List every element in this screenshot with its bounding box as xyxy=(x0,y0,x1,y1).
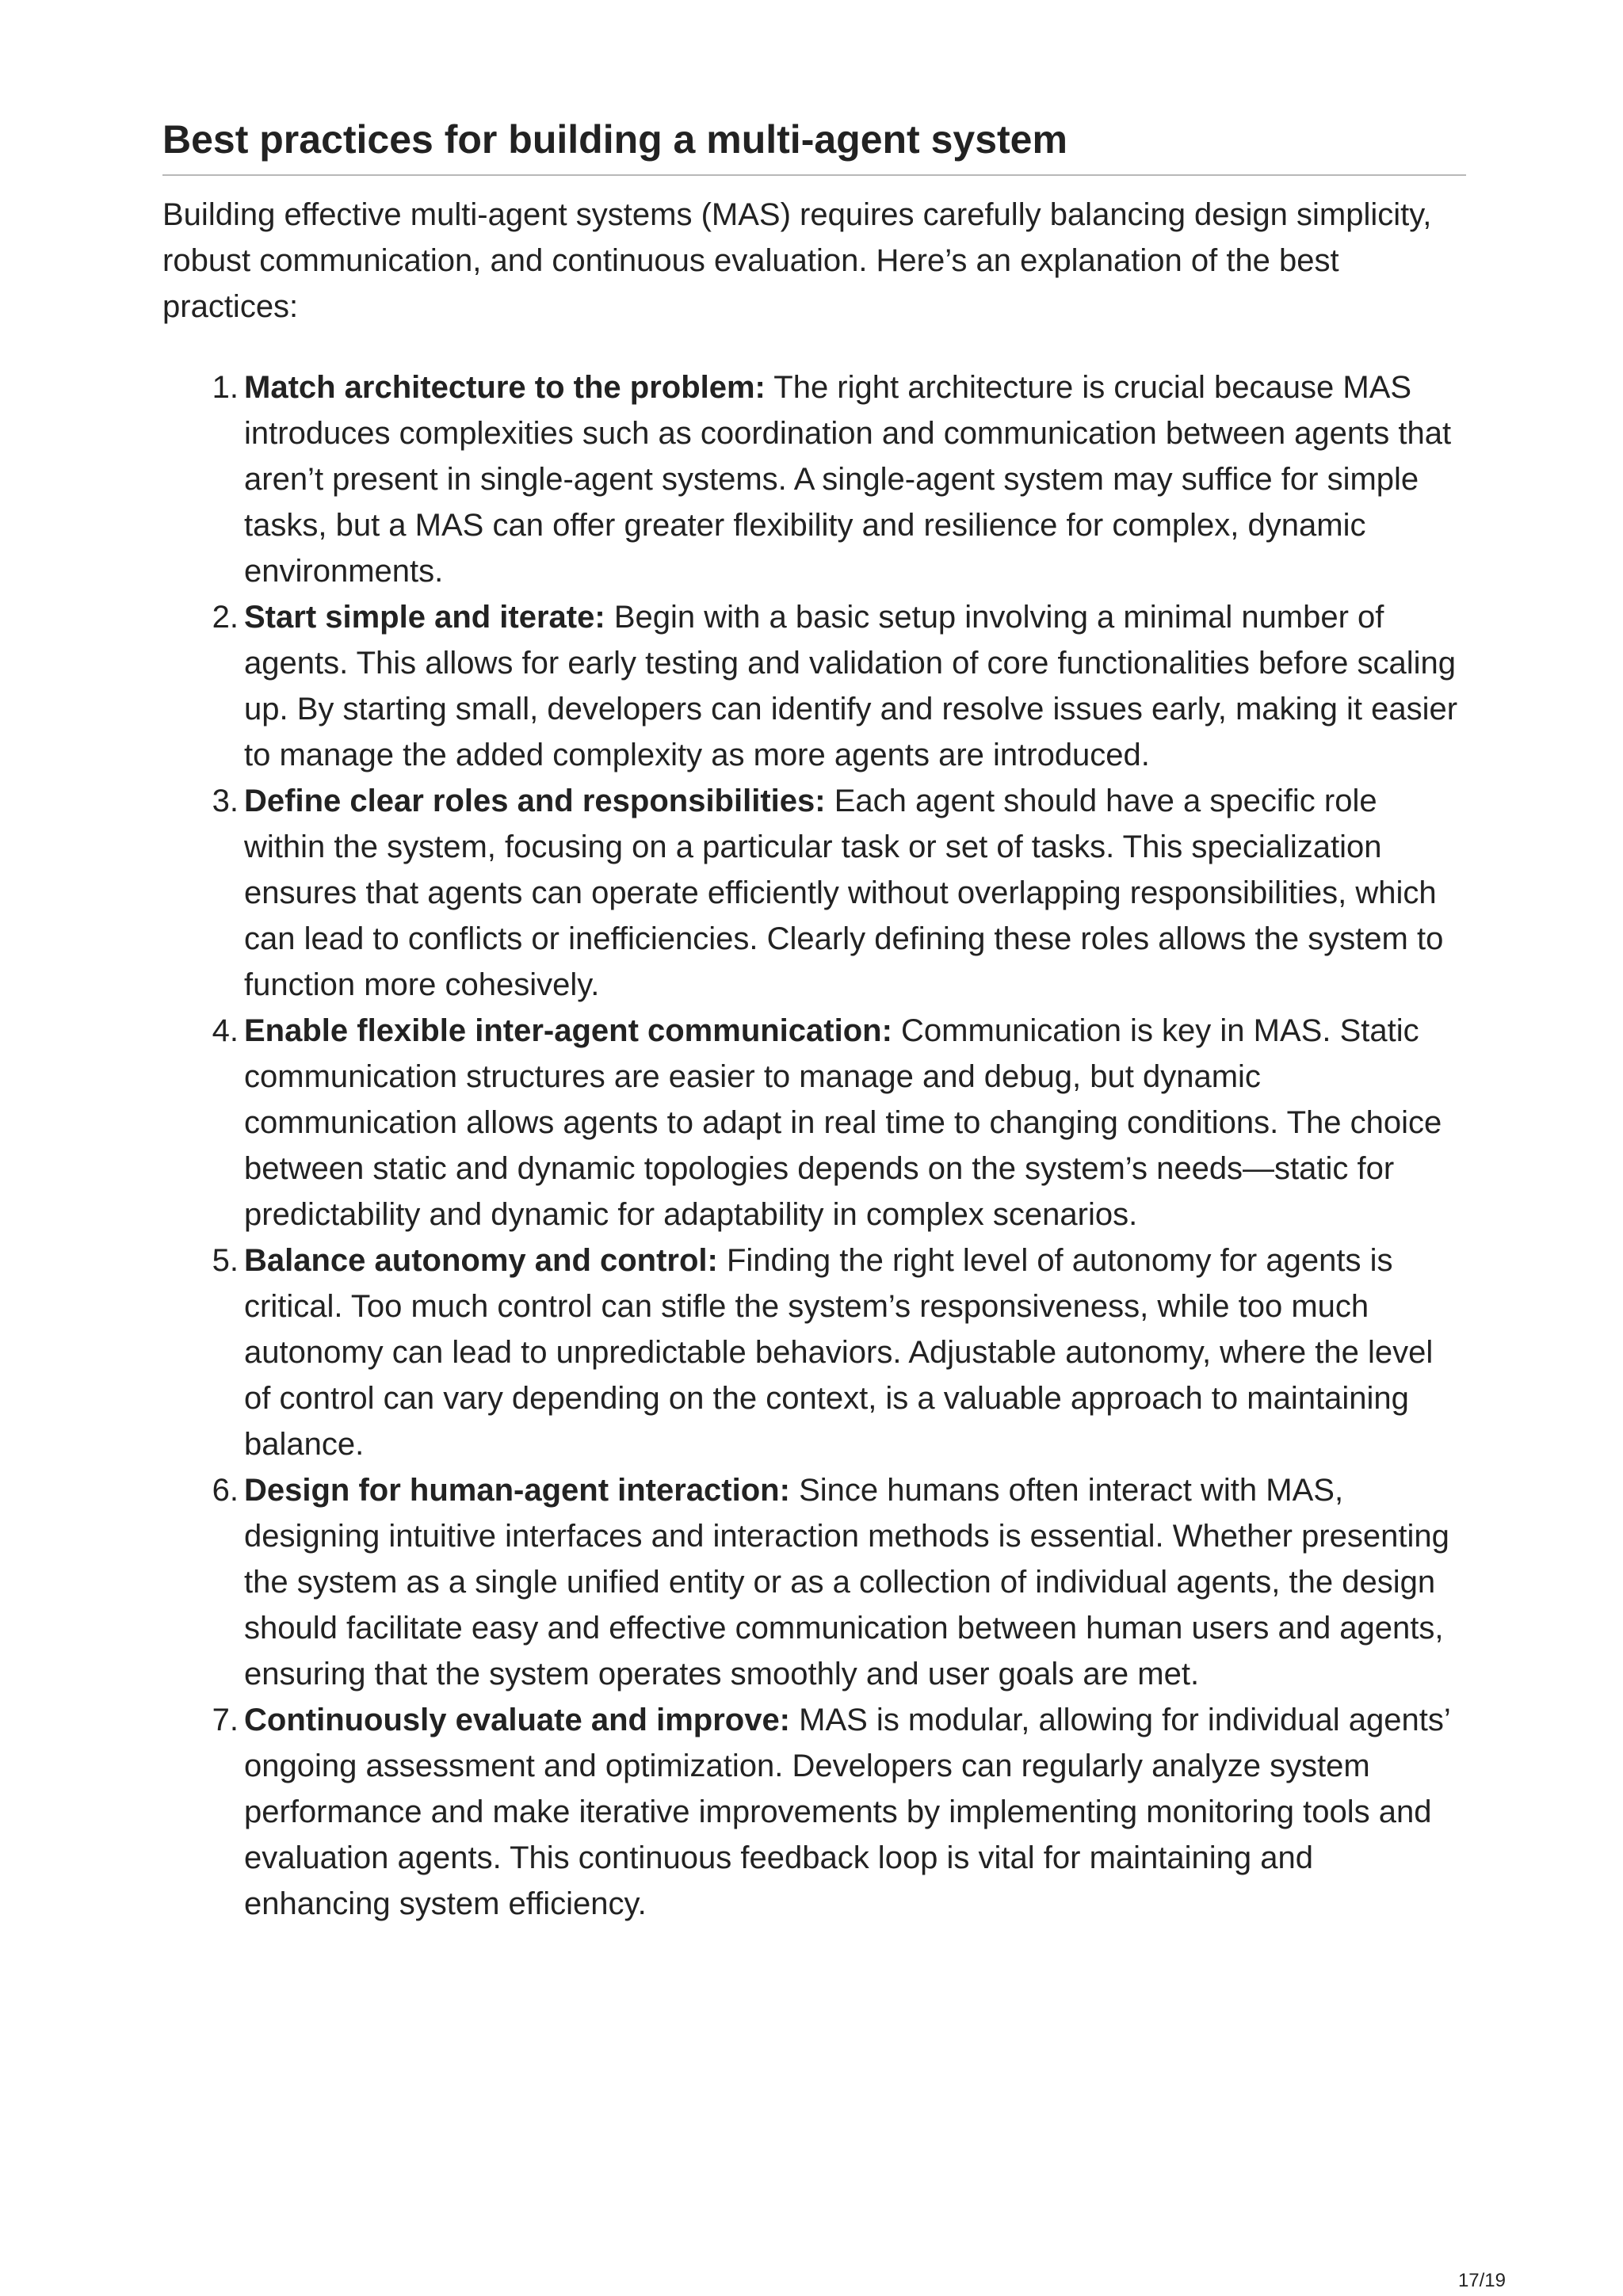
practice-number: 2. xyxy=(212,600,239,635)
section-title: Best practices for building a multi-agent system xyxy=(162,111,1466,176)
practice-term: Continuously evaluate and improve: xyxy=(244,1703,791,1737)
practice-description: Finding the right level of autonomy for agents is critical. Too much control can stifle the system’s responsiveness, while too much autonomy can lead to unpredictable behaviors. Adjustable autonomy, where the level of control can vary depending on the context, is a valuable approach to maintaining balance. xyxy=(244,1243,1434,1462)
best-practices-list xyxy=(162,364,1466,1927)
practice-description: Since humans often interact with MAS, designing intuitive interfaces and interaction methods is essential. Whether presenting the system as a single unified entity or as a collection of individual agents, the design should facilitate easy and effective communication between human users and agents, ensuring that the system operates smoothly and user goals are met. xyxy=(244,1473,1449,1691)
practice-term: Match architecture to the problem: xyxy=(244,370,766,405)
practice-term: Balance autonomy and control: xyxy=(244,1243,718,1278)
article-section xyxy=(162,111,1466,1927)
practice-item-6 xyxy=(212,1467,1466,1697)
practice-number: 7. xyxy=(212,1703,239,1737)
practice-term: Define clear roles and responsibilities: xyxy=(244,784,826,818)
practice-number: 4. xyxy=(212,1013,239,1048)
practice-item-5 xyxy=(212,1238,1466,1467)
practice-item-4 xyxy=(212,1008,1466,1238)
practice-number: 6. xyxy=(212,1473,239,1508)
practice-description: MAS is modular, allowing for individual agents’ ongoing assessment and optimization. Developers can regularly analyze system performance and make iterative improvements by implementing monitoring tools and evaluation agents. This continuous feedback loop is vital for maintaining and enhancing system efficiency. xyxy=(244,1703,1450,1921)
practice-item-7 xyxy=(212,1697,1466,1927)
practice-term: Enable flexible inter-agent communication: xyxy=(244,1013,892,1048)
practice-item-3 xyxy=(212,778,1466,1008)
practice-term: Start simple and iterate: xyxy=(244,600,605,635)
practice-number: 5. xyxy=(212,1243,239,1278)
practice-number: 3. xyxy=(212,784,239,818)
practice-description: Begin with a basic setup involving a minimal number of agents. This allows for early testing and validation of core functionalities before scaling up. By starting small, developers can identify and resolve issues early, making it easier to manage the added complexity as more agents are introduced. xyxy=(244,600,1458,772)
practice-number: 1. xyxy=(212,370,239,405)
practice-description: Communication is key in MAS. Static communication structures are easier to manage and debug, but dynamic communication allows agents to adapt in real time to changing conditions. The choice between static and dynamic topologies depends on the system’s needs—static for predictability and dynamic for adaptability in complex scenarios. xyxy=(244,1013,1442,1232)
page-number: 17/19 xyxy=(1457,2270,1506,2291)
practice-term: Design for human-agent interaction: xyxy=(244,1473,790,1508)
practice-item-2 xyxy=(212,594,1466,778)
practice-description: The right architecture is crucial because MAS introduces complexities such as coordination and communication between agents that aren’t present in single-agent systems. A single-agent system may suffice for simple tasks, but a MAS can offer greater flexibility and resilience for complex, dynamic environments. xyxy=(244,370,1452,589)
practice-description: Each agent should have a specific role within the system, focusing on a particular task or set of tasks. This specialization ensures that agents can operate efficiently without overlapping responsibilities, which can lead to conflicts or inefficiencies. Clearly defining these roles allows the system to function more cohesively. xyxy=(244,784,1444,1002)
intro-paragraph: Building effective multi-agent systems (MAS) requires carefully balancing design simplicity, robust communication, and continuous evaluation. Here’s an explanation of the best practices: xyxy=(162,197,1432,324)
practice-item-1 xyxy=(212,364,1466,594)
